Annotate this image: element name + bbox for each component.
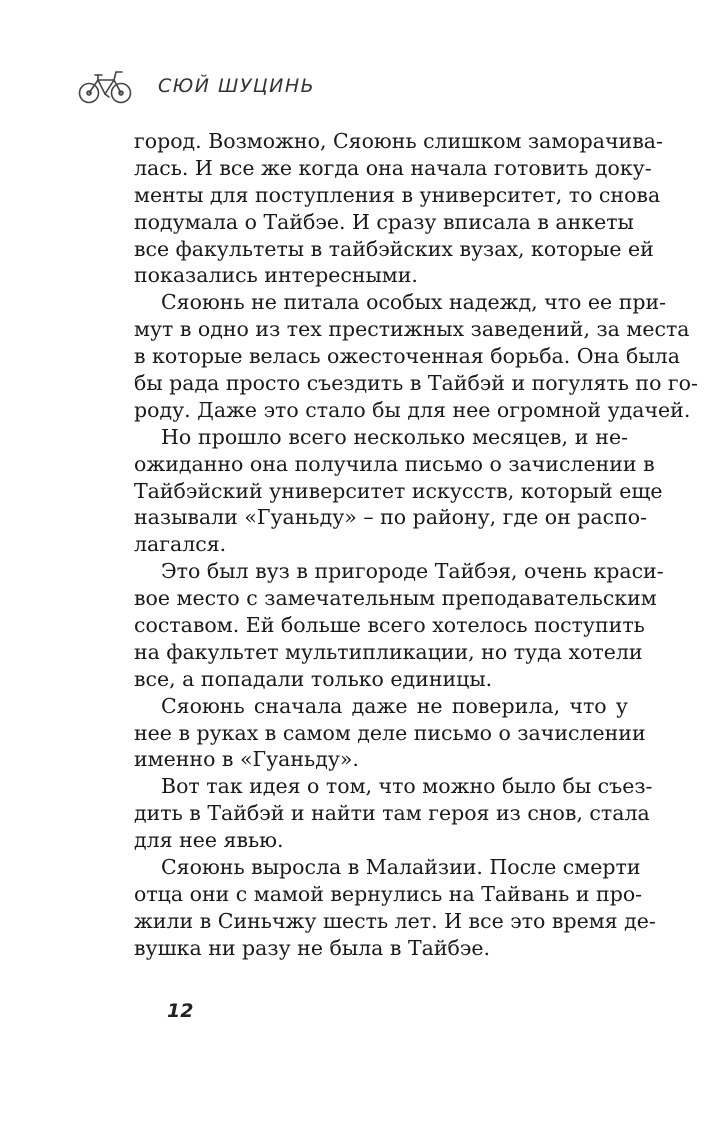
text-line: показались интересными. xyxy=(134,263,418,288)
bicycle-icon xyxy=(78,67,132,105)
paragraph xyxy=(134,773,653,854)
text-line: составом. Ей больше всего хотелось поступить xyxy=(134,613,645,638)
text-line: на факультет мультипликации, но туда хотели xyxy=(134,639,643,664)
text-line: нее в руках в самом деле письмо о зачислении xyxy=(134,720,646,745)
body-text xyxy=(134,128,698,962)
text-line: лагался. xyxy=(134,532,227,557)
text-line: мут в одно из тех престижных заведений, за места xyxy=(134,317,690,342)
text-line: вое место с замечательным преподавательским xyxy=(134,586,657,611)
author-name: СЮЙ ШУЦИНЬ xyxy=(158,75,316,97)
text-line: Тайбэйский университет искусств, который еще xyxy=(134,478,663,503)
text-line: именно в «Гуаньду». xyxy=(134,747,359,772)
text-line: для нее явью. xyxy=(134,828,284,853)
text-line: в которые велась ожесточенная борьба. Она была xyxy=(134,344,680,369)
text-line: менты для поступления в университет, то снова xyxy=(134,182,661,207)
text-line: Но прошло всего несколько месяцев, и не- xyxy=(161,424,628,449)
paragraph xyxy=(134,854,656,962)
text-line: бы рада просто съездить в Тайбэй и погулять по го- xyxy=(134,371,698,396)
text-line: лась. И все же когда она начала готовить доку- xyxy=(134,155,652,180)
text-line: жили в Синьчжу шесть лет. И все это время де- xyxy=(134,908,656,933)
text-line: Сяоюнь не питала особых надежд, что ее при- xyxy=(161,290,667,315)
text-line: все, а попадали только единицы. xyxy=(134,666,493,691)
text-line: роду. Даже это стало бы для нее огромной удачей. xyxy=(134,397,691,422)
paragraph xyxy=(134,424,663,558)
text-line: дить в Тайбэй и найти там героя из снов, стала xyxy=(134,801,650,826)
text-line: город. Возможно, Сяоюнь слишком заморачива- xyxy=(134,129,663,153)
text-line: называли «Гуаньду» – по району, где он распо- xyxy=(134,505,648,530)
text-line: ожиданно она получила письмо о зачислении в xyxy=(134,451,655,476)
running-header xyxy=(78,66,315,106)
text-line: отца они с мамой вернулись на Тайвань и про- xyxy=(134,881,643,906)
paragraph xyxy=(134,558,664,692)
page-number: 12 xyxy=(167,1000,194,1022)
text-line: Сяоюнь выросла в Малайзии. После смерти xyxy=(161,855,641,880)
text-line: Это был вуз в пригороде Тайбэя, очень краси- xyxy=(161,559,664,584)
paragraph xyxy=(134,693,646,774)
text-line: Сяоюнь сначала даже не поверила, что у xyxy=(161,693,628,718)
paragraph xyxy=(134,128,663,289)
paragraph xyxy=(134,289,698,423)
text-line: вушка ни разу не была в Тайбэе. xyxy=(134,935,490,960)
text-line: подумала о Тайбэе. И сразу вписала в анкеты xyxy=(134,209,634,234)
text-line: Вот так идея о том, что можно было бы съез- xyxy=(161,774,653,799)
text-line: все факультеты в тайбэйских вузах, которые ей xyxy=(134,236,654,261)
